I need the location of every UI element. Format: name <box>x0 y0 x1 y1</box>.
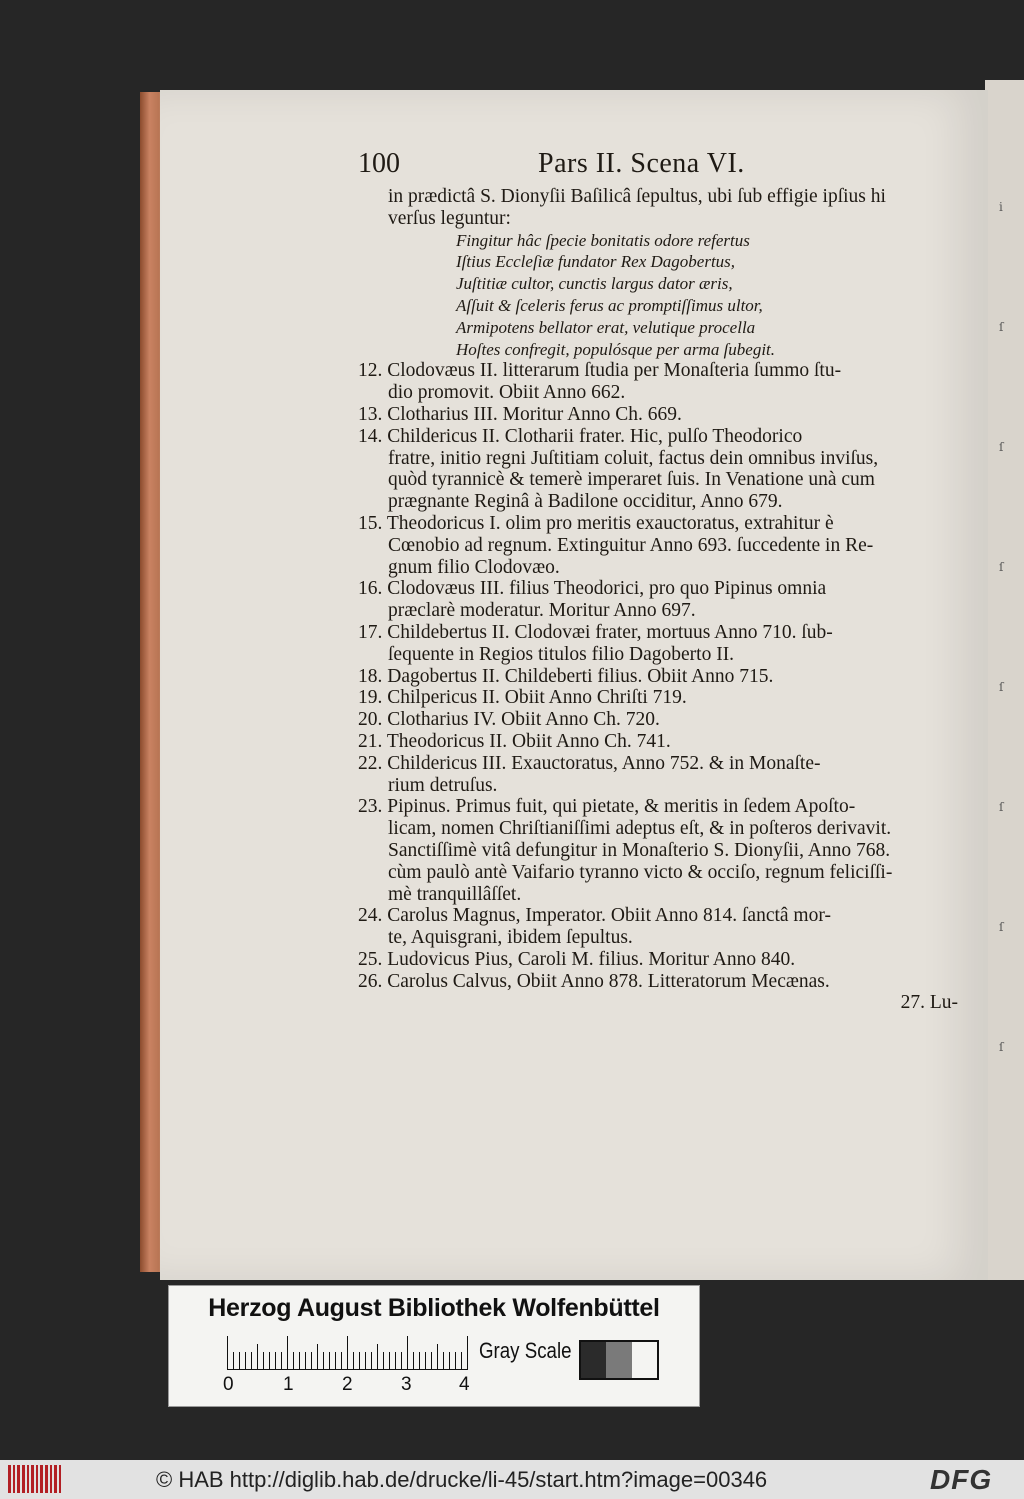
copyright-url[interactable]: © HAB http://diglib.hab.de/drucke/li-45/start.htm?image=00346 <box>156 1467 768 1492</box>
ruler-tick <box>359 1352 360 1370</box>
text-line: quòd tyrannicè & temerè imperaret ſuis. In Venatione unà cum <box>388 469 875 491</box>
ruler-tick <box>365 1352 366 1370</box>
text-line: dio promovit. Obiit Anno 662. <box>388 382 626 404</box>
ruler-tick <box>455 1352 456 1370</box>
text-line: 24. Carolus Magnus, Imperator. Obiit Anno 814. ſanctâ mor- <box>358 905 831 927</box>
text-line: 16. Clodovæus III. filius Theodorici, pro quo Pipinus omnia <box>358 578 827 600</box>
page-header <box>358 150 838 190</box>
ruler-tick <box>395 1352 396 1370</box>
adjacent-page-fragment: i <box>999 200 1003 214</box>
page-number: 100 <box>358 148 400 179</box>
ruler-tick <box>275 1352 276 1370</box>
barcode-bar <box>27 1465 29 1493</box>
adjacent-page-fragment: ſ <box>999 920 1004 934</box>
ruler-tick <box>389 1352 390 1370</box>
ruler-tick <box>281 1352 282 1370</box>
text-line: 22. Childericus III. Exauctoratus, Anno 752. & in Monaſte- <box>358 752 821 774</box>
ruler-tick <box>347 1336 348 1370</box>
gray-scale-swatches <box>579 1340 659 1380</box>
ruler-tick <box>239 1352 240 1370</box>
ruler-tick <box>461 1352 462 1370</box>
gray-swatch <box>606 1342 631 1378</box>
ruler-tick <box>449 1352 450 1370</box>
adjacent-page-fragment: ſ <box>999 320 1004 334</box>
adjacent-page-edge <box>985 80 1024 1280</box>
text-line: 23. Pipinus. Primus fuit, qui pietate, & meritis in ſedem Apoſto- <box>358 796 856 818</box>
gray-scale-label: Gray Scale <box>479 1338 572 1363</box>
text-line: fratre, initio regni Juſtitiam coluit, factus dein omnibus inviſus, <box>388 447 879 469</box>
barcode-bar <box>13 1465 15 1493</box>
text-line: in prædictâ S. Dionyſii Baſilicâ ſepultus, ubi ſub effigie ipſius hi <box>388 186 886 207</box>
ruler-tick <box>305 1352 306 1370</box>
ruler-tick <box>287 1336 288 1370</box>
text-line: 15. Theodoricus I. olim pro meritis exauctoratus, extrahitur è <box>358 512 834 534</box>
barcode-icon <box>8 1465 61 1493</box>
running-head: Pars II. Scena VI. <box>538 148 745 179</box>
text-line: rium detruſus. <box>388 774 498 796</box>
ruler-tick <box>269 1352 270 1370</box>
barcode-bar <box>31 1465 34 1493</box>
text-line: verſus leguntur: <box>388 207 511 229</box>
ruler-tick <box>407 1336 408 1370</box>
text-line: ſequente in Regios titulos filio Dagoberto II. <box>388 643 735 665</box>
ruler-tick <box>311 1352 312 1370</box>
text-line: te, Aquisgrani, ibidem ſepultus. <box>388 927 633 949</box>
ruler-tick <box>371 1352 372 1370</box>
adjacent-page-fragment: ſ <box>999 680 1004 694</box>
text-line: Sanctiſſimè vitâ defungitur in Monaſterio S. Dionyſii, Anno 768. <box>388 839 891 861</box>
text-line: 18. Dagobertus II. Childeberti filius. Obiit Anno 715. <box>358 665 774 687</box>
barcode-bar <box>59 1465 61 1493</box>
barcode-bar <box>8 1465 11 1493</box>
ruler-number: 4 <box>459 1374 470 1395</box>
gray-swatch <box>581 1342 606 1378</box>
adjacent-page-fragment: ſ <box>999 440 1004 454</box>
ruler-tick <box>335 1352 336 1370</box>
ruler-number: 3 <box>401 1374 412 1395</box>
gray-swatch <box>632 1342 657 1378</box>
verse-line: Juſtitiæ cultor, cunctis largus dator æris, <box>456 274 733 294</box>
ruler-tick <box>419 1352 420 1370</box>
adjacent-page-fragment: ſ <box>999 560 1004 574</box>
ruler-tick <box>323 1352 324 1370</box>
verse-line: Iſtius Eccleſiæ fundator Rex Dagobertus, <box>456 252 736 272</box>
verse-line: Hoſtes confregit, populósque per arma ſubegit. <box>456 339 776 359</box>
dfg-logo: DFG <box>930 1464 993 1495</box>
barcode-bar <box>50 1465 52 1493</box>
adjacent-page-fragment: ſ <box>999 800 1004 814</box>
ruler-tick <box>443 1352 444 1370</box>
barcode-bar <box>45 1465 48 1493</box>
body-text <box>358 186 968 1014</box>
text-line: 12. Clodovæus II. litterarum ſtudia per Monaſteria ſummo ſtu- <box>358 360 842 382</box>
ruler-tick <box>257 1344 258 1370</box>
barcode-bar <box>17 1465 20 1493</box>
barcode-bar <box>40 1465 43 1493</box>
ruler-tick <box>329 1352 330 1370</box>
ruler-tick <box>437 1344 438 1370</box>
ruler-number: 2 <box>342 1374 353 1395</box>
ruler-tick <box>263 1352 264 1370</box>
verse-line: Armipotens bellator erat, velutique procella <box>456 317 756 337</box>
ruler-tick <box>293 1352 294 1370</box>
text-line: 17. Childebertus II. Clodovæi frater, mortuus Anno 710. ſub- <box>358 621 833 643</box>
text-line: Cœnobio ad regnum. Extinguitur Anno 693. ſuccedente in Re- <box>388 534 874 556</box>
text-line: 21. Theodoricus II. Obiit Anno Ch. 741. <box>358 730 671 752</box>
footer-bar <box>0 1460 1024 1499</box>
ruler-tick <box>299 1352 300 1370</box>
ruler-tick <box>227 1336 228 1370</box>
color-target-banner <box>168 1285 700 1407</box>
ruler-tick <box>353 1352 354 1370</box>
ruler-tick <box>467 1336 468 1370</box>
library-name: Herzog August Bibliothek Wolfenbüttel <box>208 1294 660 1322</box>
barcode-bar <box>54 1465 57 1493</box>
text-line: prægnante Reginâ à Badilone occiditur, Anno 679. <box>388 491 783 513</box>
text-line: præclarè moderatur. Moritur Anno 697. <box>388 600 696 622</box>
text-line: licam, nomen Chriſtianiſſimi adeptus eſt, & in poſteros derivavit. <box>388 818 892 840</box>
barcode-bar <box>36 1465 38 1493</box>
ruler-tick <box>251 1352 252 1370</box>
ruler-tick <box>383 1352 384 1370</box>
text-line: cùm paulò antè Vaifario tyranno victo & occiſo, regnum feliciſſi- <box>388 861 893 883</box>
barcode-bar <box>22 1465 25 1493</box>
text-line: 14. Childericus II. Clotharii frater. Hic, pulſo Theodorico <box>358 425 803 447</box>
text-line: gnum filio Clodovæo. <box>388 556 560 578</box>
verse-line: Fingitur hâc ſpecie bonitatis odore refertus <box>456 230 750 250</box>
ruler-tick <box>413 1352 414 1370</box>
ruler-tick <box>431 1352 432 1370</box>
text-line: 13. Clotharius III. Moritur Anno Ch. 669. <box>358 403 682 425</box>
book-page <box>160 90 988 1280</box>
text-line: mè tranquillâſſet. <box>388 883 522 905</box>
text-line: 19. Chilpericus II. Obiit Anno Chriſti 719. <box>358 687 687 709</box>
text-line: 25. Ludovicus Pius, Caroli M. filius. Moritur Anno 840. <box>358 948 796 970</box>
scale-ruler <box>227 1336 467 1370</box>
verse-line: Aſſuit & ſceleris ferus ac promptiſſimus ultor, <box>456 295 763 315</box>
ruler-number: 1 <box>283 1374 294 1395</box>
catchword: 27. Lu- <box>900 992 958 1014</box>
ruler-tick <box>317 1344 318 1370</box>
ruler-tick <box>233 1352 234 1370</box>
adjacent-page-fragment: ſ <box>999 1040 1004 1054</box>
ruler-tick <box>245 1352 246 1370</box>
ruler-number: 0 <box>223 1374 234 1395</box>
ruler-tick <box>425 1352 426 1370</box>
ruler-tick <box>377 1344 378 1370</box>
ruler-tick <box>401 1352 402 1370</box>
text-line: 20. Clotharius IV. Obiit Anno Ch. 720. <box>358 709 660 731</box>
text-line: 26. Carolus Calvus, Obiit Anno 878. Litteratorum Mecænas. <box>358 970 830 992</box>
ruler-tick <box>341 1352 342 1370</box>
